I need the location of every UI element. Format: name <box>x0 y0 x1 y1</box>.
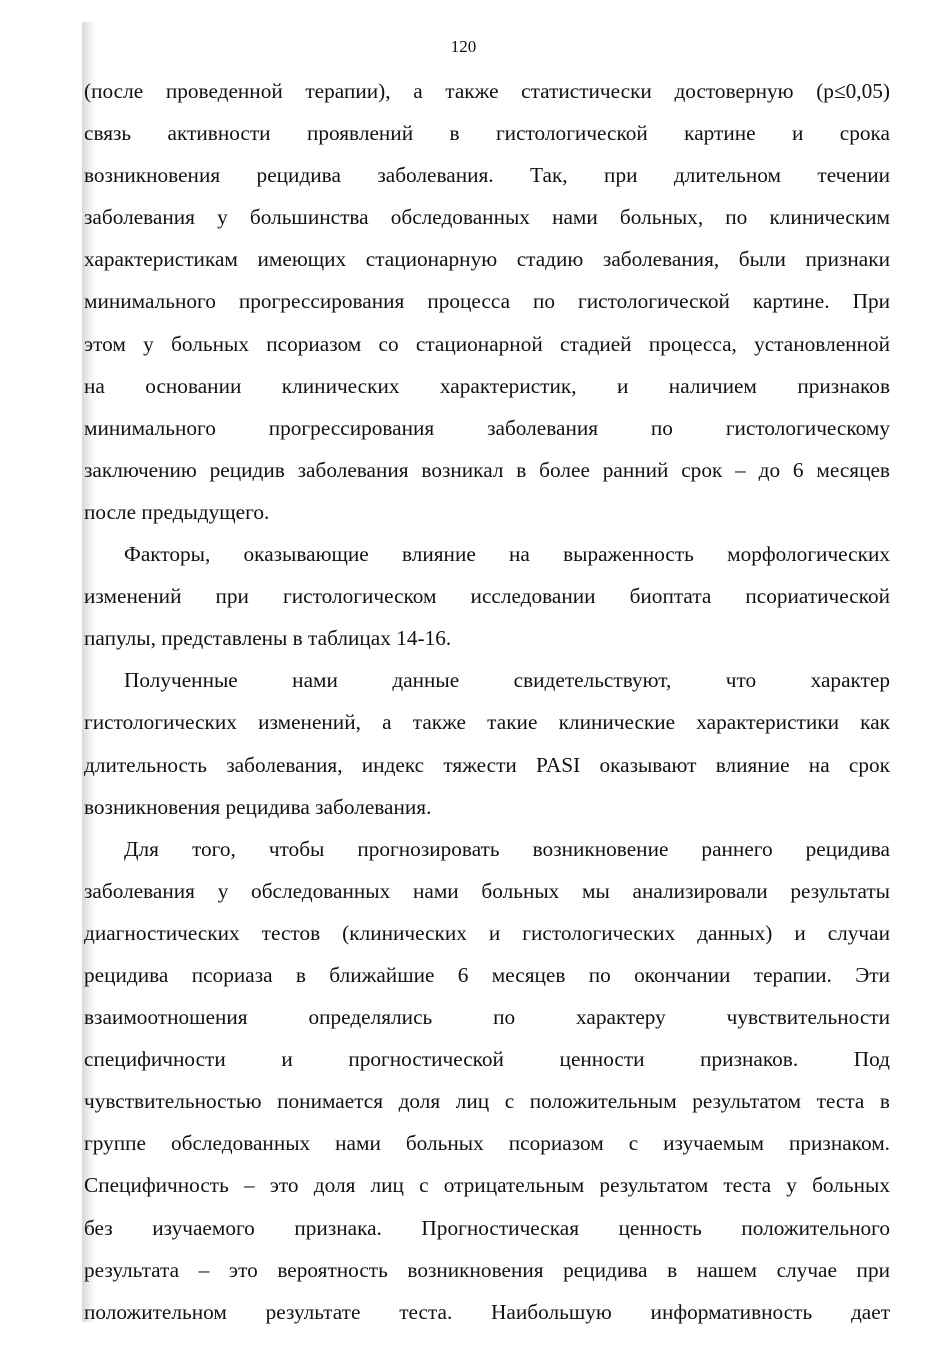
text-line: папулы, представлены в таблицах 14-16. <box>84 626 452 651</box>
text-line: заключению рецидив заболевания возникал в более ранний срок – до 6 месяцев <box>84 457 890 482</box>
text-line: результата – это вероятность возникновения рецидива в нашем случае при <box>84 1257 890 1282</box>
text-line: возникновения рецидива заболевания. <box>84 794 432 819</box>
text-line: взаимоотношения определялись по характеру чувствительности <box>84 1005 890 1030</box>
text-line: диагностических тестов (клинических и гистологических данных) и случаи <box>84 920 890 945</box>
text-line: изменений при гистологическом исследовании биоптата псориатической <box>84 584 890 609</box>
text-line: Факторы, оказывающие влияние на выраженность морфологических <box>124 542 890 567</box>
text-line: Для того, чтобы прогнозировать возникновение раннего рецидива <box>124 836 890 861</box>
text-line: минимального прогрессирования процесса по гистологической картине. При <box>84 289 890 314</box>
text-line: заболевания у большинства обследованных нами больных, по клиническим <box>84 205 890 230</box>
text-line: минимального прогрессирования заболевания по гистологическому <box>84 415 890 440</box>
text-line: этом у больных псориазом со стационарной стадией процесса, установленной <box>84 331 890 356</box>
text-line: после предыдущего. <box>84 499 270 524</box>
text-line: заболевания у обследованных нами больных мы анализировали результаты <box>84 878 890 903</box>
text-line: чувствительностью понимается доля лиц с положительным результатом теста в <box>84 1089 890 1114</box>
text-line: рецидива псориаза в ближайшие 6 месяцев по окончании терапии. Эти <box>84 962 890 987</box>
text-line: Полученные нами данные свидетельствуют, что характер <box>124 668 890 693</box>
document-body <box>84 70 890 1333</box>
text-line: специфичности и прогностической ценности признаков. Под <box>84 1047 890 1072</box>
text-line: Специфичность – это доля лиц с отрицательным результатом теста у больных <box>84 1173 890 1198</box>
text-line: связь активности проявлений в гистологической картине и срока <box>84 121 890 146</box>
text-line: положительном результате теста. Наибольшую информативность дает <box>84 1299 890 1324</box>
text-line: без изучаемого признака. Прогностическая ценность положительного <box>84 1215 890 1240</box>
text-line: характеристикам имеющих стационарную стадию заболевания, были признаки <box>84 247 890 272</box>
text-line: возникновения рецидива заболевания. Так, при длительном течении <box>84 163 890 188</box>
page-number: 120 <box>450 37 477 56</box>
text-line: группе обследованных нами больных псориазом с изучаемым признаком. <box>84 1131 890 1156</box>
text-line: гистологических изменений, а также такие клинические характеристики как <box>84 710 890 735</box>
text-line: на основании клинических характеристик, и наличием признаков <box>84 373 890 398</box>
text-line: длительность заболевания, индекс тяжести PASI оказывают влияние на срок <box>84 752 890 777</box>
text-line: (после проведенной терапии), а также статистически достоверную (р≤0,05) <box>84 79 890 103</box>
